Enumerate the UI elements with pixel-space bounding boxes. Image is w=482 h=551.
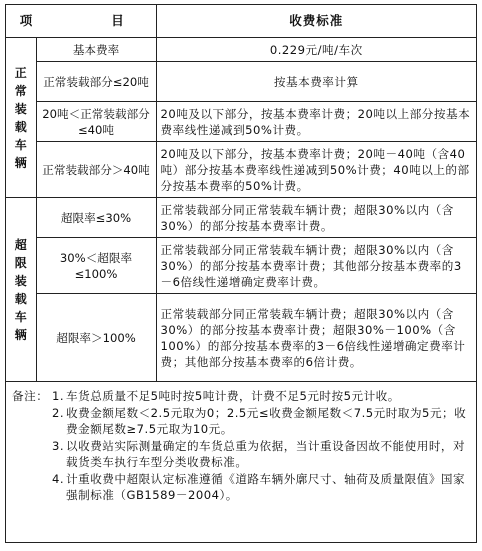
- row-standard: 正常装载部分同正常装载车辆计费；超限30%以内（含30%）的部分按基本费率计费；超限30%－100%（含100%）的部分按基本费率的3－6倍线性递增确定费率计费；其他部分按基本费率的6倍计费。: [156, 294, 476, 382]
- row-item: 30%＜超限率≤100%: [36, 238, 156, 294]
- note-text: 车货总质量不足5吨时按5吨计费，计费不足5元时按5元计收。: [66, 389, 400, 403]
- row-standard: 正常装载部分同正常装载车辆计费；超限30%以内（含30%）的部分按基本费率计费。: [156, 198, 476, 238]
- row-item: 正常装载部分≤20吨: [36, 62, 156, 102]
- note-text: 收费金额尾数＜2.5元取为0；2.5元≤收费金额尾数＜7.5元时取为5元；收费金额尾数≥7.5元取为10元。: [66, 405, 467, 436]
- table-row: [6, 38, 476, 62]
- note-item: [12, 388, 470, 405]
- table-row: [6, 198, 476, 238]
- note-number: 4.: [52, 471, 65, 486]
- category-overload-loading: 超 限 装 载 车 辆: [6, 198, 36, 382]
- note-text: 计重收费中超限认定标准遵循《道路车辆外廓尺寸、轴荷及质量限值》国家强制标准（GB1589－2004）。: [66, 471, 466, 502]
- row-item: 超限率≤30%: [36, 198, 156, 238]
- row-standard: 正常装载部分同正常装载车辆计费；超限30%以内（含30%）的部分按基本费率计费；其他部分按基本费率的3－6倍线性递增确定费率计费。: [156, 238, 476, 294]
- fee-table: [6, 5, 476, 382]
- row-standard: 按基本费率计算: [156, 62, 476, 102]
- row-standard: 20吨及以下部分，按基本费率计费；20吨以上部分按基本费率线性递减到50%计费。: [156, 102, 476, 142]
- row-item: 20吨＜正常装载部分≤40吨: [36, 102, 156, 142]
- table-row: [6, 294, 476, 382]
- notes-section: [6, 382, 476, 504]
- header-item: 项 目: [6, 5, 156, 38]
- note-item: [12, 438, 470, 471]
- note-item: [12, 405, 470, 438]
- note-text: 以收费站实际测量确定的车货总重为依据，当计重设备因故不能使用时，对载货类车执行车型分类收费标准。: [66, 438, 466, 469]
- fee-standard-document: [5, 4, 477, 543]
- row-item: 基本费率: [36, 38, 156, 62]
- note-number: 1.: [52, 389, 65, 403]
- note-item: [12, 471, 470, 504]
- row-item: 超限率＞100%: [36, 294, 156, 382]
- notes-label: 备注：: [12, 389, 49, 403]
- row-item: 正常装载部分＞40吨: [36, 142, 156, 198]
- row-standard: 0.229元/吨/车次: [156, 38, 476, 62]
- table-row: [6, 142, 476, 198]
- category-normal-loading: 正 常 装 载 车 辆: [6, 38, 36, 198]
- note-number: 3.: [52, 438, 65, 453]
- note-number: 2.: [52, 405, 65, 420]
- table-row: [6, 62, 476, 102]
- table-row: [6, 238, 476, 294]
- table-header-row: [6, 5, 476, 38]
- header-standard: 收费标准: [156, 5, 476, 38]
- table-row: [6, 102, 476, 142]
- row-standard: 20吨及以下部分，按基本费率计费；20吨－40吨（含40吨）部分按基本费率线性递减到50%计费；40吨以上的部分按基本费率的50%计费。: [156, 142, 476, 198]
